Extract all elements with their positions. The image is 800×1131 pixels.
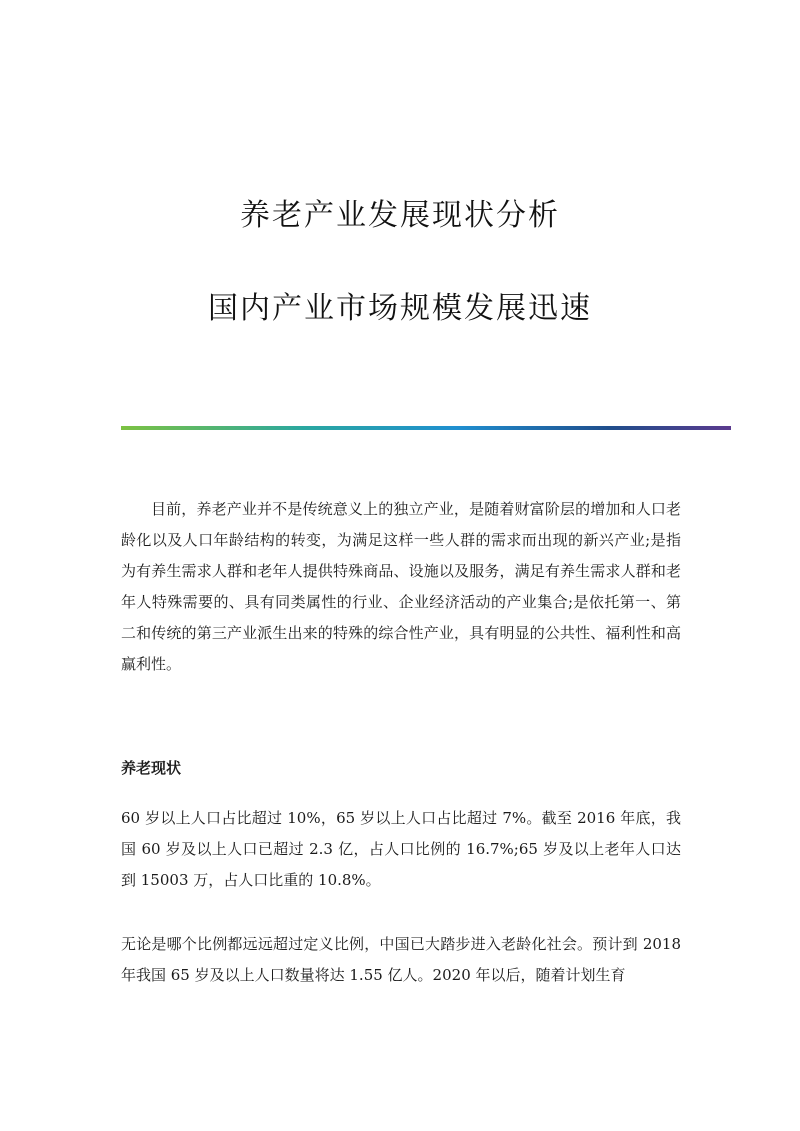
trend-paragraph: 无论是哪个比例都远远超过定义比例，中国已大踏步进入老龄化社会。预计到 2018 年我国 65 岁及以上人口数量将达 1.55 亿人。2020 年以后，随着计划生育: [121, 935, 681, 984]
document-subtitle: 国内产业市场规模发展迅速: [208, 291, 592, 326]
section-heading: 养老现状: [121, 759, 182, 777]
intro-paragraph: 目前，养老产业并不是传统意义上的独立产业，是随着财富阶层的增加和人口老龄化以及人口年龄结构的转变，为满足这样一些人群的需求而出现的新兴产业;是指为有养生需求人群和老年人提供特殊商品、设施以及服务，满足有养生需求人群和老年人特殊需要的、具有同类属性的行业、企业经济活动的产业集合;是依托第一、第二和传统的第三产业派生出来的特殊的综合性产业，具有明显的公共性、福利性和高赢利性。: [121, 500, 681, 673]
stats-paragraph: 60 岁以上人口占比超过 10%，65 岁以上人口占比超过 7%。截至 2016 年底，我国 60 岁及以上人口已超过 2.3 亿，占人口比例的 16.7%;65 岁及以上老年人口达到 15003 万，占人口比重的 10.8%。: [121, 809, 681, 889]
gradient-divider: [121, 426, 731, 430]
document-title: 养老产业发展现状分析: [240, 198, 560, 233]
